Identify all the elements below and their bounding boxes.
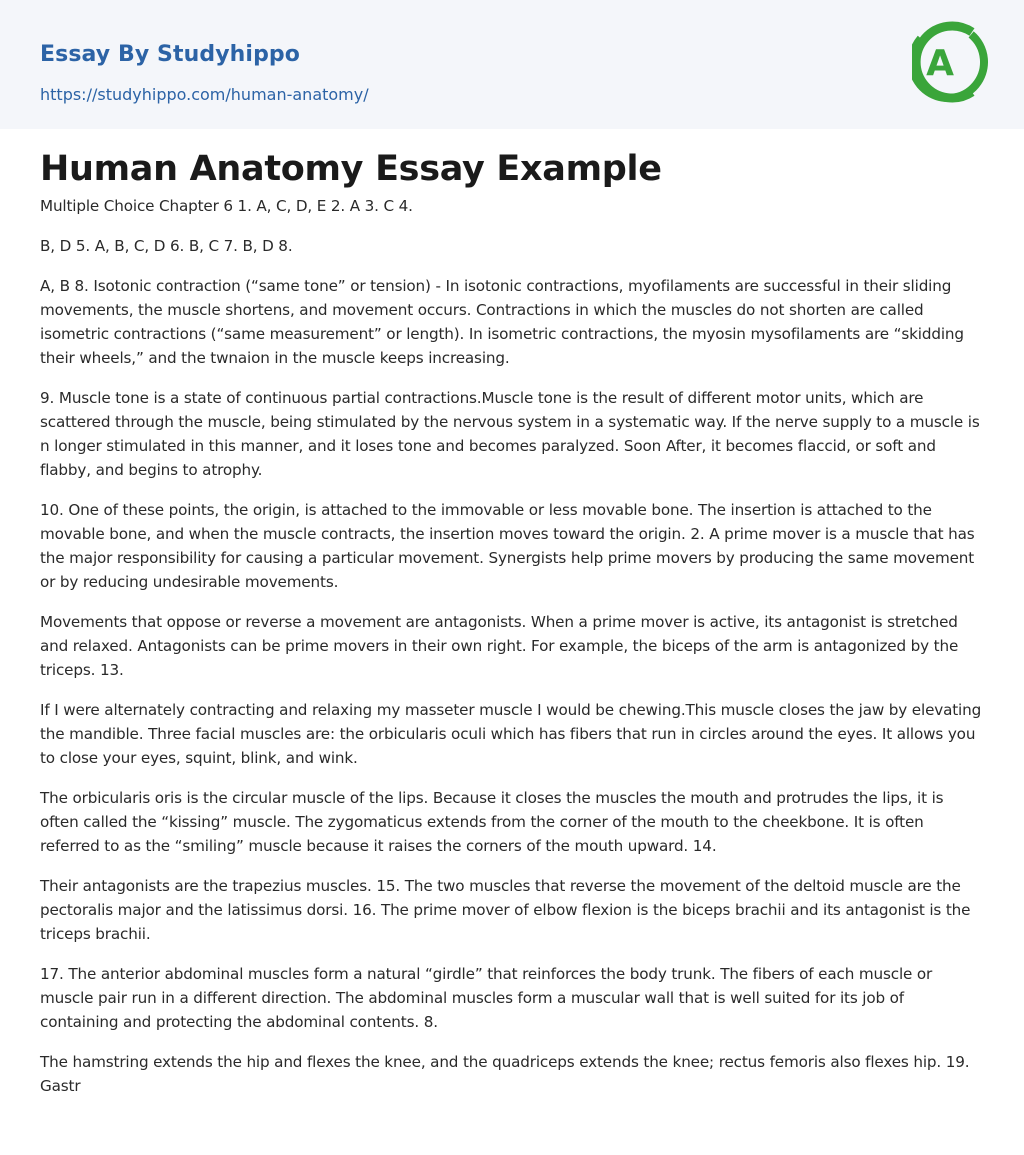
source-url-link[interactable]: https://studyhippo.com/human-anatomy/ xyxy=(40,85,369,104)
essay-paragraph: If I were alternately contracting and relaxing my masseter muscle I would be chewing.This muscle closes the jaw by elevating the mandible. Three facial muscles are: the orbicularis oculi which has fibers that run in circles around the eyes. It allows you to close your eyes, squint, blink, and wink. xyxy=(40,701,982,767)
essay-paragraph: The hamstring extends the hip and flexes the knee, and the quadriceps extends the knee; rectus femoris also flexes hip. 19. Gastr xyxy=(40,1053,970,1095)
essay-paragraph: Multiple Choice Chapter 6 1. A, C, D, E 2. A 3. C 4. xyxy=(40,197,413,215)
essay-paragraph: The orbicularis oris is the circular muscle of the lips. Because it closes the muscles the mouth and protrudes the lips, it is often called the “kissing” muscle. The zygomaticus extends from the corner of the mouth to the cheekbone. It is often referred to as the “smiling” muscle because it raises the corners of the mouth upward. 14. xyxy=(40,789,944,855)
essay-paragraph: Movements that oppose or reverse a movement are antagonists. When a prime mover is active, its antagonist is stretched and relaxed. Antagonists can be prime movers in their own right. For example, the biceps of the arm is antagonized by the triceps. 13. xyxy=(40,613,959,679)
essay-paragraph: B, D 5. A, B, C, D 6. B, C 7. B, D 8. xyxy=(40,237,293,255)
essay-paragraph: 9. Muscle tone is a state of continuous partial contractions.Muscle tone is the result of different motor units, which are scattered through the muscle, being stimulated by the nervous system in a systematic way. If the nerve supply to a muscle is n longer stimulated in this manner, and it loses tone and becomes paralyzed. Soon After, it becomes flaccid, or soft and flabby, and begins to atrophy. xyxy=(40,389,980,479)
essay-body xyxy=(40,194,986,1114)
site-title[interactable]: Essay By Studyhippo xyxy=(40,42,300,67)
page-title: Human Anatomy Essay Example xyxy=(40,149,662,189)
studyhippo-logo-icon[interactable] xyxy=(912,18,988,106)
essay-paragraph: A, B 8. Isotonic contraction (“same tone” or tension) - In isotonic contractions, myofilaments are successful in their sliding movements, the muscle shortens, and movement occurs. Contractions in which the muscles do not shorten are called isometric contractions (“same measurement” or length). In isometric contractions, the myosin mysofilaments are “skidding their wheels,” and the twnaion in the muscle keeps increasing. xyxy=(40,277,964,367)
logo-letter: A xyxy=(926,43,954,84)
essay-paragraph: 17. The anterior abdominal muscles form a natural “girdle” that reinforces the body trunk. The fibers of each muscle or muscle pair run in a different direction. The abdominal muscles form a muscular wall that is well suited for its job of containing and protecting the abdominal contents. 8. xyxy=(40,965,933,1031)
essay-paragraph: 10. One of these points, the origin, is attached to the immovable or less movable bone. The insertion is attached to the movable bone, and when the muscle contracts, the insertion moves toward the origin. 2. A prime mover is a muscle that has the major responsibility for causing a particular movement. Synergists help prime movers by producing the same movement or by reducing undesirable movements. xyxy=(40,501,975,591)
essay-paragraph: Their antagonists are the trapezius muscles. 15. The two muscles that reverse the movement of the deltoid muscle are the pectoralis major and the latissimus dorsi. 16. The prime mover of elbow flexion is the biceps brachii and its antagonist is the triceps brachii. xyxy=(40,877,971,943)
